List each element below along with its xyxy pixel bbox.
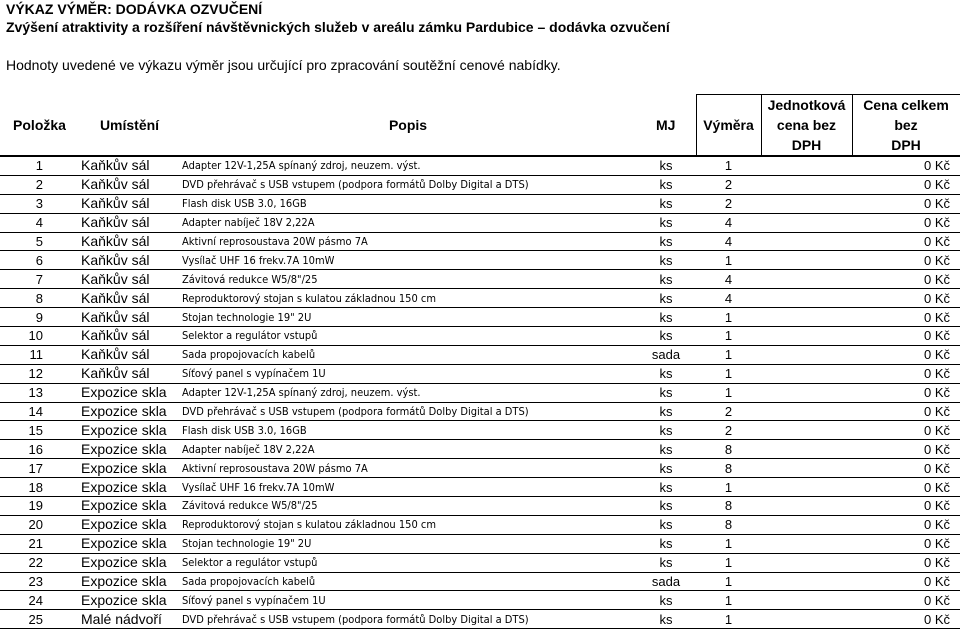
row-description: Adapter 12V-1,25A spínaný zdroj, neuzem. výst. xyxy=(180,156,636,175)
row-unit: ks xyxy=(636,156,696,175)
row-location: Expozice skla xyxy=(79,478,180,497)
row-total-price: 0 Kč xyxy=(852,213,960,232)
row-quantity: 8 xyxy=(696,440,761,459)
row-unit: sada xyxy=(636,572,696,591)
row-number: 9 xyxy=(0,308,79,327)
row-unit: ks xyxy=(636,213,696,232)
row-description: Reproduktorový stojan s kulatou základnou 150 cm xyxy=(180,289,636,308)
row-number: 7 xyxy=(0,270,79,289)
row-location: Kaňkův sál xyxy=(79,156,180,175)
row-total-price: 0 Kč xyxy=(852,591,960,610)
header-jednotkova-line1: Jednotková xyxy=(767,97,846,113)
header-vymera: Výměra xyxy=(696,95,761,157)
row-description: Vysílač UHF 16 frekv.7A 10mW xyxy=(180,478,636,497)
row-description: Adapter nabíječ 18V 2,22A xyxy=(180,440,636,459)
row-description: DVD přehrávač s USB vstupem (podpora formátů Dolby Digital a DTS) xyxy=(180,402,636,421)
row-quantity: 1 xyxy=(696,308,761,327)
row-total-price: 0 Kč xyxy=(852,289,960,308)
row-quantity: 1 xyxy=(696,364,761,383)
table-row xyxy=(0,364,960,383)
row-unit-price xyxy=(761,515,852,534)
row-quantity: 8 xyxy=(696,515,761,534)
row-total-price: 0 Kč xyxy=(852,421,960,440)
table-row xyxy=(0,327,960,346)
row-total-price: 0 Kč xyxy=(852,610,960,629)
row-unit: ks xyxy=(636,402,696,421)
row-total-price: 0 Kč xyxy=(852,345,960,364)
row-unit: ks xyxy=(636,327,696,346)
table-row xyxy=(0,591,960,610)
row-unit-price xyxy=(761,534,852,553)
row-quantity: 1 xyxy=(696,591,761,610)
row-quantity: 4 xyxy=(696,289,761,308)
row-number: 13 xyxy=(0,383,79,402)
row-description: Aktivní reprosoustava 20W pásmo 7A xyxy=(180,232,636,251)
row-unit-price xyxy=(761,591,852,610)
row-quantity: 1 xyxy=(696,572,761,591)
row-location: Expozice skla xyxy=(79,383,180,402)
row-unit-price xyxy=(761,383,852,402)
row-location: Kaňkův sál xyxy=(79,345,180,364)
row-location: Expozice skla xyxy=(79,497,180,516)
header-jednotkova-line2: cena bez DPH xyxy=(776,117,837,153)
table-row xyxy=(0,534,960,553)
row-number: 16 xyxy=(0,440,79,459)
row-number: 23 xyxy=(0,572,79,591)
row-number: 6 xyxy=(0,251,79,270)
row-unit-price xyxy=(761,327,852,346)
row-description: Selektor a regulátor vstupů xyxy=(180,327,636,346)
row-total-price: 0 Kč xyxy=(852,383,960,402)
row-description: Adapter 12V-1,25A spínaný zdroj, neuzem. výst. xyxy=(180,383,636,402)
header-cena-celkem xyxy=(852,95,960,157)
row-description: Závitová redukce W5/8"/25 xyxy=(180,270,636,289)
table-header-row xyxy=(0,95,960,157)
row-unit-price xyxy=(761,232,852,251)
row-unit-price xyxy=(761,553,852,572)
row-total-price: 0 Kč xyxy=(852,270,960,289)
table-row xyxy=(0,308,960,327)
document-title: VÝKAZ VÝMĚR: DODÁVKA OZVUČENÍ xyxy=(6,1,263,17)
row-location: Expozice skla xyxy=(79,459,180,478)
row-quantity: 1 xyxy=(696,383,761,402)
row-location: Kaňkův sál xyxy=(79,251,180,270)
row-unit-price xyxy=(761,497,852,516)
row-unit-price xyxy=(761,440,852,459)
row-unit: ks xyxy=(636,591,696,610)
row-total-price: 0 Kč xyxy=(852,440,960,459)
header-umisteni: Umístění xyxy=(99,116,160,133)
row-unit: ks xyxy=(636,497,696,516)
header-celkem-line1: Cena celkem bez xyxy=(863,97,949,133)
row-unit: ks xyxy=(636,383,696,402)
row-unit: ks xyxy=(636,421,696,440)
row-quantity: 1 xyxy=(696,478,761,497)
row-location: Kaňkův sál xyxy=(79,194,180,213)
row-unit: ks xyxy=(636,534,696,553)
row-description: Vysílač UHF 16 frekv.7A 10mW xyxy=(180,251,636,270)
table-row xyxy=(0,497,960,516)
row-total-price: 0 Kč xyxy=(852,572,960,591)
table-row xyxy=(0,194,960,213)
row-number: 21 xyxy=(0,534,79,553)
row-quantity: 1 xyxy=(696,534,761,553)
row-location: Kaňkův sál xyxy=(79,327,180,346)
row-unit: ks xyxy=(636,308,696,327)
row-description: Sada propojovacích kabelů xyxy=(180,345,636,364)
row-location: Kaňkův sál xyxy=(79,213,180,232)
row-quantity: 4 xyxy=(696,232,761,251)
row-unit-price xyxy=(761,289,852,308)
row-total-price: 0 Kč xyxy=(852,459,960,478)
row-number: 4 xyxy=(0,213,79,232)
row-unit: sada xyxy=(636,345,696,364)
table-row xyxy=(0,459,960,478)
row-location: Expozice skla xyxy=(79,553,180,572)
row-unit: ks xyxy=(636,270,696,289)
row-unit: ks xyxy=(636,440,696,459)
row-description: Reproduktorový stojan s kulatou základnou 150 cm xyxy=(180,515,636,534)
row-total-price: 0 Kč xyxy=(852,478,960,497)
row-unit: ks xyxy=(636,251,696,270)
row-number: 25 xyxy=(0,610,79,629)
document-note: Hodnoty uvedené ve výkazu výměr jsou určující pro zpracování soutěžní cenové nabídky. xyxy=(6,57,561,73)
header-polozka: Položka xyxy=(13,116,66,133)
row-unit: ks xyxy=(636,289,696,308)
table-row xyxy=(0,440,960,459)
row-quantity: 1 xyxy=(696,553,761,572)
row-location: Expozice skla xyxy=(79,421,180,440)
row-number: 22 xyxy=(0,553,79,572)
row-number: 3 xyxy=(0,194,79,213)
row-location: Kaňkův sál xyxy=(79,232,180,251)
row-number: 20 xyxy=(0,515,79,534)
header-celkem-line2: DPH xyxy=(891,137,921,153)
row-location: Expozice skla xyxy=(79,515,180,534)
row-location: Expozice skla xyxy=(79,440,180,459)
table-row xyxy=(0,478,960,497)
table-row xyxy=(0,270,960,289)
row-description: Síťový panel s vypínačem 1U xyxy=(180,364,636,383)
row-unit-price xyxy=(761,175,852,194)
row-number: 1 xyxy=(0,156,79,175)
row-unit-price xyxy=(761,610,852,629)
row-number: 17 xyxy=(0,459,79,478)
row-description: Sada propojovacích kabelů xyxy=(180,572,636,591)
row-location: Kaňkův sál xyxy=(79,289,180,308)
row-description: Stojan technologie 19" 2U xyxy=(180,534,636,553)
row-unit-price xyxy=(761,270,852,289)
row-number: 14 xyxy=(0,402,79,421)
row-number: 18 xyxy=(0,478,79,497)
row-unit-price xyxy=(761,478,852,497)
table-row xyxy=(0,421,960,440)
row-quantity: 1 xyxy=(696,251,761,270)
row-location: Expozice skla xyxy=(79,591,180,610)
table-body xyxy=(0,156,960,629)
row-total-price: 0 Kč xyxy=(852,402,960,421)
row-unit: ks xyxy=(636,459,696,478)
row-total-price: 0 Kč xyxy=(852,156,960,175)
row-description: Stojan technologie 19" 2U xyxy=(180,308,636,327)
table-row xyxy=(0,232,960,251)
row-quantity: 8 xyxy=(696,497,761,516)
table-row xyxy=(0,345,960,364)
row-description: Adapter nabíječ 18V 2,22A xyxy=(180,213,636,232)
row-total-price: 0 Kč xyxy=(852,364,960,383)
table-row xyxy=(0,213,960,232)
row-quantity: 2 xyxy=(696,402,761,421)
table-row xyxy=(0,383,960,402)
table-row xyxy=(0,553,960,572)
row-quantity: 4 xyxy=(696,213,761,232)
row-description: DVD přehrávač s USB vstupem (podpora formátů Dolby Digital a DTS) xyxy=(180,610,636,629)
row-total-price: 0 Kč xyxy=(852,194,960,213)
row-total-price: 0 Kč xyxy=(852,497,960,516)
row-number: 10 xyxy=(0,327,79,346)
row-description: Síťový panel s vypínačem 1U xyxy=(180,591,636,610)
row-number: 11 xyxy=(0,345,79,364)
row-number: 8 xyxy=(0,289,79,308)
document-subtitle: Zvýšení atraktivity a rozšíření návštěvnických služeb v areálu zámku Pardubice – dodávka ozvučení xyxy=(6,19,670,35)
row-unit-price xyxy=(761,213,852,232)
row-unit: ks xyxy=(636,553,696,572)
row-number: 19 xyxy=(0,497,79,516)
row-location: Expozice skla xyxy=(79,402,180,421)
row-quantity: 8 xyxy=(696,459,761,478)
row-unit-price xyxy=(761,402,852,421)
row-total-price: 0 Kč xyxy=(852,175,960,194)
table-row xyxy=(0,572,960,591)
row-number: 24 xyxy=(0,591,79,610)
row-total-price: 0 Kč xyxy=(852,251,960,270)
row-unit-price xyxy=(761,364,852,383)
row-total-price: 0 Kč xyxy=(852,534,960,553)
row-location: Expozice skla xyxy=(79,534,180,553)
row-unit-price xyxy=(761,194,852,213)
row-quantity: 1 xyxy=(696,345,761,364)
row-quantity: 2 xyxy=(696,194,761,213)
row-unit-price xyxy=(761,572,852,591)
row-number: 5 xyxy=(0,232,79,251)
table-row xyxy=(0,175,960,194)
row-quantity: 2 xyxy=(696,175,761,194)
row-quantity: 1 xyxy=(696,327,761,346)
row-description: Závitová redukce W5/8"/25 xyxy=(180,497,636,516)
row-description: DVD přehrávač s USB vstupem (podpora formátů Dolby Digital a DTS) xyxy=(180,175,636,194)
row-description: Aktivní reprosoustava 20W pásmo 7A xyxy=(180,459,636,478)
row-quantity: 2 xyxy=(696,421,761,440)
row-quantity: 1 xyxy=(696,156,761,175)
header-popis: Popis xyxy=(388,116,428,133)
row-quantity: 1 xyxy=(696,610,761,629)
row-number: 2 xyxy=(0,175,79,194)
row-location: Malé nádvoří xyxy=(79,610,180,629)
row-number: 12 xyxy=(0,364,79,383)
table-row xyxy=(0,251,960,270)
row-unit: ks xyxy=(636,364,696,383)
row-location: Kaňkův sál xyxy=(79,308,180,327)
table-row xyxy=(0,610,960,629)
row-unit-price xyxy=(761,156,852,175)
header-jednotkova-cena xyxy=(761,95,852,157)
table-row xyxy=(0,515,960,534)
row-unit-price xyxy=(761,308,852,327)
row-description: Flash disk USB 3.0, 16GB xyxy=(180,194,636,213)
row-location: Expozice skla xyxy=(79,572,180,591)
row-location: Kaňkův sál xyxy=(79,364,180,383)
row-unit: ks xyxy=(636,232,696,251)
row-unit: ks xyxy=(636,175,696,194)
row-quantity: 4 xyxy=(696,270,761,289)
row-total-price: 0 Kč xyxy=(852,232,960,251)
row-unit: ks xyxy=(636,515,696,534)
row-unit: ks xyxy=(636,478,696,497)
row-number: 15 xyxy=(0,421,79,440)
table-row xyxy=(0,156,960,175)
row-total-price: 0 Kč xyxy=(852,515,960,534)
row-unit-price xyxy=(761,459,852,478)
row-description: Selektor a regulátor vstupů xyxy=(180,553,636,572)
row-unit-price xyxy=(761,345,852,364)
table-row xyxy=(0,402,960,421)
row-unit-price xyxy=(761,421,852,440)
table-row xyxy=(0,289,960,308)
row-total-price: 0 Kč xyxy=(852,327,960,346)
row-location: Kaňkův sál xyxy=(79,175,180,194)
row-location: Kaňkův sál xyxy=(79,270,180,289)
row-unit-price xyxy=(761,251,852,270)
row-description: Flash disk USB 3.0, 16GB xyxy=(180,421,636,440)
bill-of-quantities-table xyxy=(0,94,960,629)
row-total-price: 0 Kč xyxy=(852,553,960,572)
row-total-price: 0 Kč xyxy=(852,308,960,327)
header-mj: MJ xyxy=(656,116,676,133)
row-unit: ks xyxy=(636,610,696,629)
row-unit: ks xyxy=(636,194,696,213)
